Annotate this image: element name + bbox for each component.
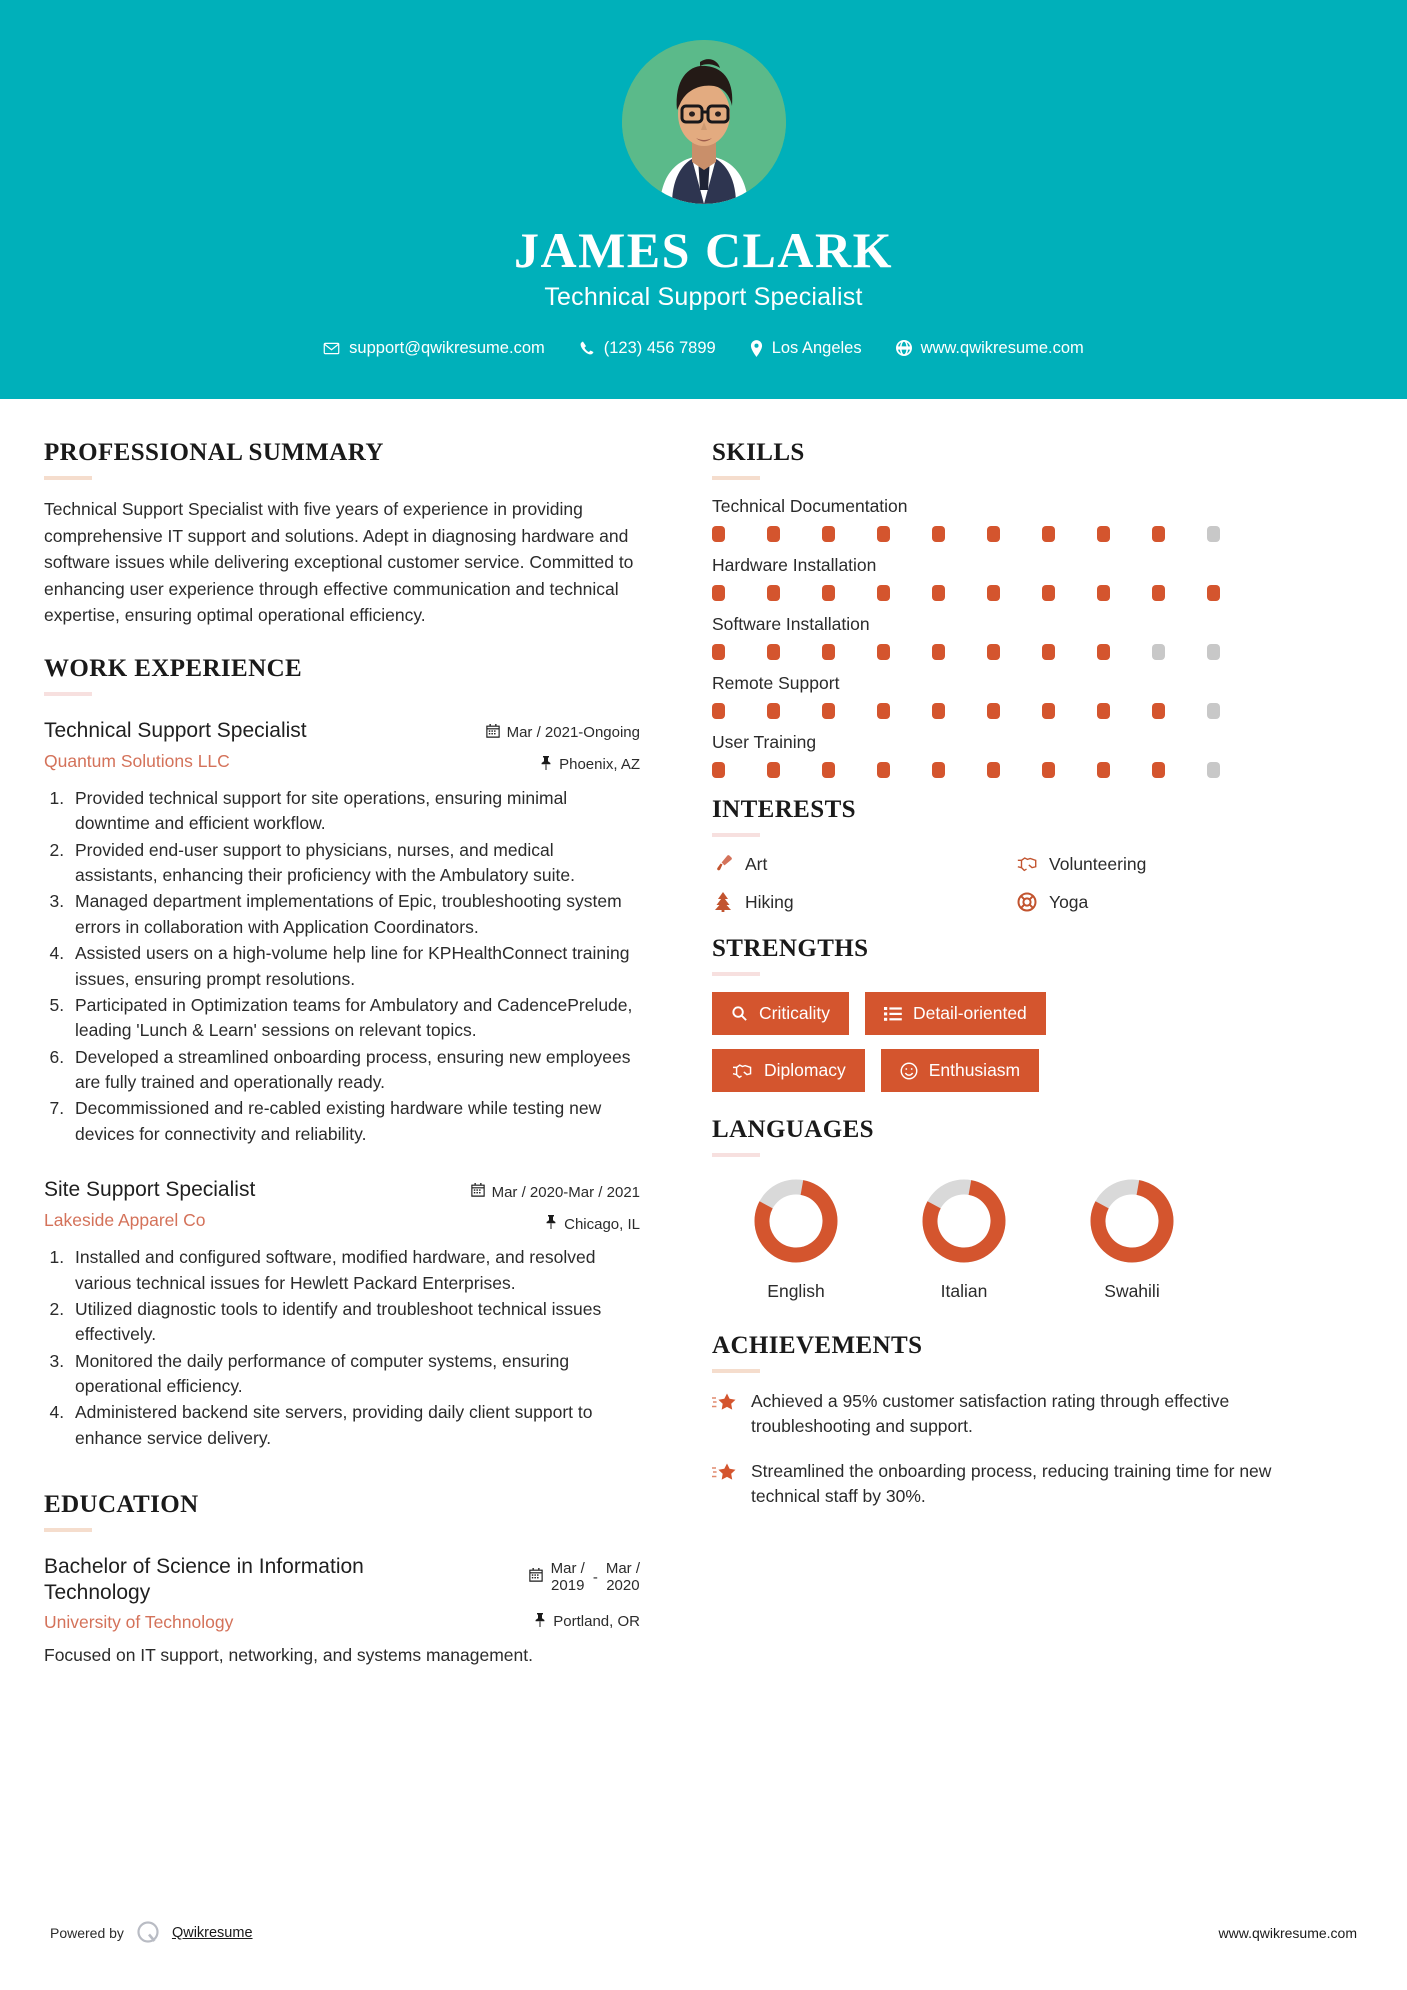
search-icon (731, 1005, 748, 1022)
language-item (880, 1173, 1048, 1302)
lifebuoy-icon (1016, 891, 1038, 913)
education-end-month: Mar / (605, 1560, 640, 1578)
skill-dot-filled (1042, 585, 1055, 601)
education-location (480, 1613, 640, 1631)
map-pin-icon (750, 340, 763, 357)
section-professional-summary (44, 439, 640, 629)
skill-item (712, 555, 1320, 601)
interest-item (712, 891, 1016, 913)
skill-dot-filled (767, 644, 780, 660)
globe-icon (896, 340, 912, 356)
list-item: 4. Administered backend site servers, providing daily client support to enhance service delivery. (69, 1400, 640, 1451)
avatar-photo (622, 40, 786, 204)
skill-dot-empty (1207, 526, 1220, 542)
section-divider (712, 476, 760, 480)
section-skills (712, 439, 1320, 778)
list-icon (884, 1006, 902, 1022)
education-end-year: 2020 (606, 1577, 640, 1595)
work-entry-dates-text: Mar / 2020-Mar / 2021 (491, 1183, 640, 1201)
summary-heading: PROFESSIONAL SUMMARY (44, 439, 384, 466)
summary-text: Technical Support Specialist with five years of experience in providing comprehensive IT support and solutions. Adept in diagnosing hardware and software issues while delivering exceptional customer service. Committed to enhancing user experience through effective communication and technical expertise, ensuring optimal operational efficiency. (44, 499, 634, 626)
powered-by-label: Powered by (50, 1925, 124, 1941)
skill-dot-filled (1152, 762, 1165, 778)
section-divider (712, 1153, 760, 1157)
languages-list (712, 1173, 1320, 1302)
job-title: Technical Support Specialist (544, 282, 863, 311)
interest-label: Volunteering (1049, 853, 1147, 874)
pushpin-icon (545, 1215, 557, 1233)
skill-dot-filled (822, 585, 835, 601)
languages-heading: LANGUAGES (712, 1116, 874, 1143)
handshake-icon (1016, 853, 1038, 875)
work-entry (44, 718, 640, 1147)
section-divider (712, 833, 760, 837)
calendar-icon (529, 1568, 543, 1586)
language-item (712, 1173, 880, 1302)
section-achievements (712, 1332, 1320, 1508)
section-education (44, 1491, 640, 1666)
skill-dot-filled (877, 585, 890, 601)
skill-item (712, 496, 1320, 542)
interest-item (712, 853, 1016, 875)
language-item (1048, 1173, 1216, 1302)
contact-location[interactable] (733, 339, 879, 358)
education-degree: Bachelor of Science in Information Technology (44, 1555, 364, 1604)
strengths-list (712, 992, 1320, 1092)
interest-label: Yoga (1049, 891, 1089, 912)
work-entry-location-text: Chicago, IL (564, 1215, 640, 1233)
skill-dot-filled (987, 585, 1000, 601)
list-item: 1. Installed and configured software, modified hardware, and resolved various technical issues for Hewlett Packard Enterprises. (69, 1245, 640, 1296)
work-entry-dates-text: Mar / 2021-Ongoing (506, 724, 640, 742)
skill-dot-filled (1042, 762, 1055, 778)
language-donut-chart (748, 1173, 844, 1269)
interest-item (1016, 853, 1320, 875)
language-label: English (767, 1281, 825, 1301)
skill-dot-empty (1152, 644, 1165, 660)
skill-dot-filled (932, 585, 945, 601)
skill-rating (712, 762, 1320, 778)
work-entry-dates (471, 1183, 640, 1201)
education-school: University of Technology (44, 1612, 234, 1633)
work-entry-dates (480, 724, 640, 742)
right-column (680, 439, 1320, 1666)
list-item: 1. Provided technical support for site operations, ensuring minimal downtime and efficient workflow. (69, 786, 640, 837)
skill-dot-filled (932, 526, 945, 542)
skill-dot-filled (1042, 526, 1055, 542)
skill-dot-empty (1207, 644, 1220, 660)
strength-label: Criticality (759, 1003, 830, 1023)
skill-dot-filled (932, 762, 945, 778)
skill-dot-filled (1152, 526, 1165, 542)
interests-heading: INTERESTS (712, 796, 856, 823)
list-item: 3. Managed department implementations of Epic, troubleshooting system errors in collaboration with Application Coordinators. (69, 889, 640, 940)
strengths-heading: STRENGTHS (712, 935, 869, 962)
tree-icon (712, 891, 734, 913)
achievement-item (712, 1389, 1320, 1439)
skill-dot-filled (1152, 585, 1165, 601)
skill-dot-filled (987, 644, 1000, 660)
work-entry-bullets (44, 1245, 640, 1451)
skill-dot-filled (712, 526, 725, 542)
strength-label: Detail-oriented (912, 1003, 1027, 1023)
skill-dot-filled (712, 762, 725, 778)
language-donut-chart (1084, 1173, 1180, 1269)
skill-dot-filled (1097, 526, 1110, 542)
section-divider (44, 1528, 92, 1532)
interest-label: Art (745, 853, 768, 874)
skill-dot-filled (767, 703, 780, 719)
skill-dot-filled (1207, 585, 1220, 601)
skill-rating (712, 644, 1320, 660)
footer-website: www.qwikresume.com (1218, 1925, 1357, 1941)
skills-list (712, 496, 1320, 778)
contact-website[interactable] (879, 339, 1101, 358)
skill-dot-filled (1042, 644, 1055, 660)
education-start-month: Mar / (550, 1560, 585, 1578)
skill-dot-filled (1097, 703, 1110, 719)
section-work-experience (44, 655, 640, 1451)
skill-dot-filled (987, 526, 1000, 542)
resume-header (0, 0, 1407, 399)
interest-item (1016, 891, 1320, 913)
star-icon (712, 1459, 738, 1489)
achievement-item (712, 1459, 1320, 1509)
education-note: Focused on IT support, networking, and systems management. (44, 1645, 533, 1666)
strength-chip-diplomacy (712, 1049, 865, 1092)
list-item: 3. Monitored the daily performance of computer systems, ensuring operational efficiency. (69, 1349, 640, 1400)
strength-chip-criticality (712, 992, 849, 1035)
contact-location-text: Los Angeles (771, 338, 862, 357)
contact-website-text: www.qwikresume.com (920, 338, 1084, 357)
work-entry (44, 1177, 640, 1451)
achievement-text: Streamlined the onboarding process, reducing training time for new technical staff by 30%. (751, 1460, 1272, 1506)
envelope-icon (323, 340, 340, 357)
strength-label: Enthusiasm (928, 1060, 1021, 1080)
page-title: JAMES CLARK (513, 222, 894, 278)
calendar-icon (486, 724, 500, 742)
skill-dot-filled (712, 703, 725, 719)
achievement-text: Achieved a 95% customer satisfaction rating through effective troubleshooting and support. (751, 1391, 1230, 1436)
skill-rating (712, 585, 1320, 601)
pushpin-icon (540, 756, 552, 774)
avatar (622, 40, 786, 204)
skill-rating (712, 526, 1320, 542)
education-entry (44, 1554, 640, 1666)
list-item: 6. Developed a streamlined onboarding process, ensuring new employees are fully trained and operationally ready. (69, 1045, 640, 1096)
section-divider (712, 1369, 760, 1373)
skill-dot-empty (1207, 762, 1220, 778)
skill-name: Remote Support (712, 673, 840, 693)
list-item: 2. Utilized diagnostic tools to identify and troubleshoot technical issues effectively. (69, 1297, 640, 1348)
skill-dot-filled (822, 703, 835, 719)
skill-dot-filled (987, 762, 1000, 778)
skill-dot-filled (1097, 762, 1110, 778)
education-heading: EDUCATION (44, 1491, 199, 1519)
section-divider (44, 692, 92, 696)
skill-dot-filled (877, 703, 890, 719)
list-item: 7. Decommissioned and re-cabled existing hardware while testing new devices for connectivity and reliability. (69, 1096, 640, 1147)
paintbrush-icon (712, 853, 734, 875)
handshake-icon (731, 1062, 753, 1080)
section-languages (712, 1116, 1320, 1302)
section-strengths (712, 935, 1320, 1092)
skill-dot-filled (712, 644, 725, 660)
education-location-text: Portland, OR (553, 1613, 640, 1631)
skill-dot-empty (1207, 703, 1220, 719)
section-divider (44, 476, 92, 480)
skill-item (712, 614, 1320, 660)
language-label: Swahili (1104, 1281, 1160, 1301)
skills-heading: SKILLS (712, 439, 805, 466)
date-separator: - (592, 1568, 598, 1586)
skill-dot-filled (877, 526, 890, 542)
education-start-year: 2019 (551, 1577, 585, 1595)
skill-name: Technical Documentation (712, 496, 908, 516)
list-item: 2. Provided end-user support to physicians, nurses, and medical assistants, enhancing their proficiency with the Ambulatory suite. (69, 838, 640, 889)
achievements-heading: ACHIEVEMENTS (712, 1332, 923, 1359)
work-entry-location-text: Phoenix, AZ (559, 756, 640, 774)
phone-icon (579, 340, 595, 356)
skill-dot-filled (1152, 703, 1165, 719)
strength-chip-detail-oriented (865, 992, 1046, 1035)
contact-phone[interactable] (562, 339, 733, 358)
skill-name: Software Installation (712, 614, 870, 634)
pushpin-icon (534, 1613, 546, 1631)
list-item: 4. Assisted users on a high-volume help line for KPHealthConnect training issues, ensuring prompt resolutions. (69, 941, 640, 992)
language-label: Italian (940, 1281, 988, 1301)
language-donut-chart (916, 1173, 1012, 1269)
skill-dot-filled (877, 762, 890, 778)
calendar-icon (471, 1183, 485, 1201)
skill-dot-filled (932, 644, 945, 660)
qwikresume-logo-icon (135, 1920, 161, 1946)
skill-rating (712, 703, 1320, 719)
skill-dot-filled (822, 762, 835, 778)
smiley-icon (900, 1062, 918, 1080)
work-entry-title: Site Support Specialist (44, 1178, 256, 1202)
star-icon (712, 1389, 738, 1419)
skill-dot-filled (822, 526, 835, 542)
work-entry-bullets (44, 786, 640, 1147)
contact-email[interactable] (306, 339, 562, 358)
education-dates (480, 1560, 640, 1595)
skill-dot-filled (1097, 644, 1110, 660)
work-entry-title: Technical Support Specialist (44, 718, 307, 742)
qwikresume-link[interactable]: Qwikresume (171, 1925, 253, 1941)
resume-body (0, 399, 1407, 1666)
interest-label: Hiking (745, 891, 794, 912)
skill-dot-filled (767, 585, 780, 601)
skill-dot-filled (987, 703, 1000, 719)
skill-item (712, 673, 1320, 719)
skill-dot-filled (1097, 585, 1110, 601)
contact-phone-text: (123) 456 7899 (603, 338, 716, 357)
work-entry-org: Quantum Solutions LLC (44, 750, 230, 771)
section-interests (712, 796, 1320, 913)
skill-name: User Training (712, 732, 817, 752)
powered-by (50, 1920, 253, 1946)
work-entry-location (480, 756, 640, 774)
skill-dot-filled (767, 762, 780, 778)
contact-email-text: support@qwikresume.com (349, 338, 545, 357)
skill-item (712, 732, 1320, 778)
strength-chip-enthusiasm (881, 1049, 1039, 1092)
skill-dot-filled (1042, 703, 1055, 719)
work-entry-org: Lakeside Apparel Co (44, 1209, 206, 1230)
footer (0, 1920, 1407, 1946)
work-heading: WORK EXPERIENCE (44, 654, 303, 682)
section-divider (712, 972, 760, 976)
left-column (44, 439, 680, 1666)
skill-dot-filled (877, 644, 890, 660)
list-item: 5. Participated in Optimization teams for Ambulatory and CadencePrelude, leading 'Lunch & Learn' sessions on relevant topics. (69, 993, 640, 1044)
work-entry-location (471, 1215, 640, 1233)
strength-label: Diplomacy (764, 1060, 846, 1080)
contact-bar (306, 339, 1101, 358)
skill-name: Hardware Installation (712, 555, 877, 575)
skill-dot-filled (712, 585, 725, 601)
skill-dot-filled (822, 644, 835, 660)
skill-dot-filled (932, 703, 945, 719)
skill-dot-filled (767, 526, 780, 542)
interests-grid (712, 853, 1320, 913)
